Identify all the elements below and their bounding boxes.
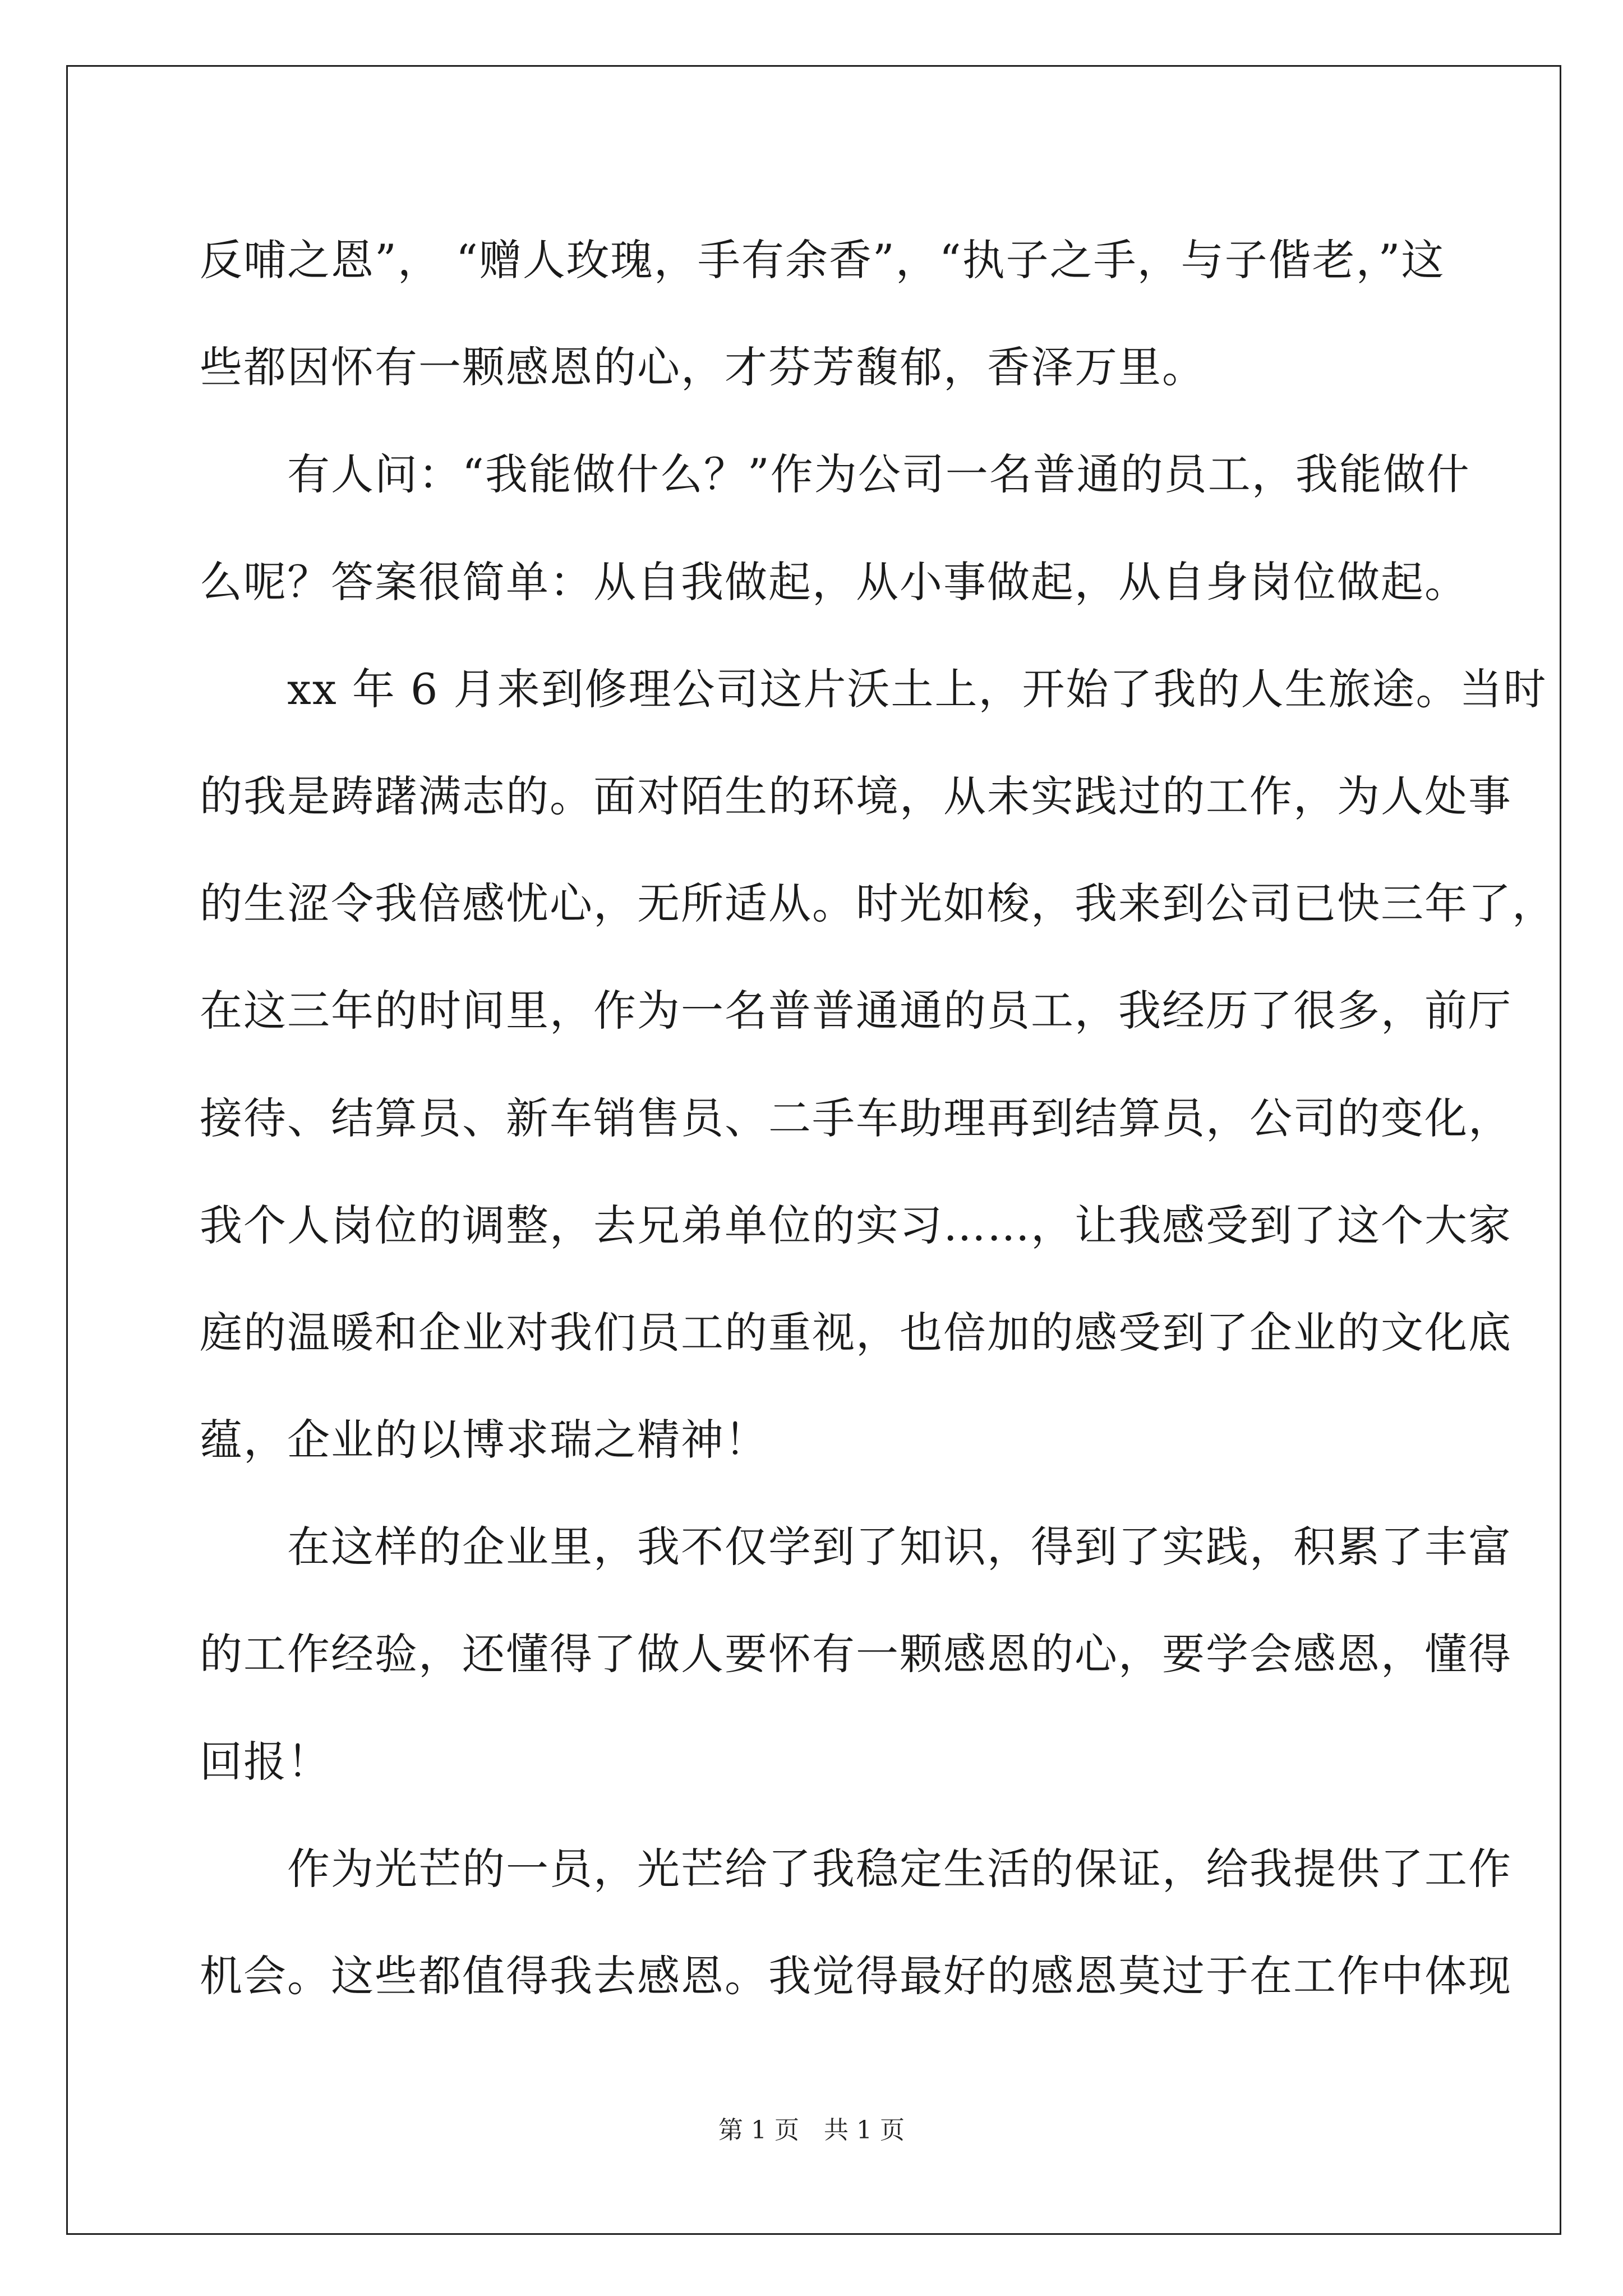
text-line: 的生涩令我倍感忧心，无所适从。时光如梭，我来到公司已快三年了， — [200, 878, 1556, 929]
text-line: xx 年 6 月来到修理公司这片沃土上，开始了我的人生旅途。当时 — [200, 664, 1547, 714]
text-line: 我个人岗位的调整，去兄弟单位的实习……，让我感受到了这个大家 — [200, 1200, 1512, 1250]
text-line: 回报！ — [200, 1736, 331, 1787]
text-line: 些都因怀有一颗感恩的心，才芬芳馥郁，香泽万里。 — [200, 342, 1206, 393]
text-line: 么呢？答案很简单：从自我做起，从小事做起，从自身岗位做起。 — [200, 556, 1468, 607]
text-line: 作为光芒的一员，光芒给了我稳定生活的保证，给我提供了工作 — [200, 1843, 1512, 1894]
text-line: 在这样的企业里，我不仅学到了知识，得到了实践，积累了丰富 — [200, 1522, 1512, 1572]
text-line: 有人问：“我能做什么？”作为公司一名普通的员工，我能做什 — [200, 449, 1470, 500]
page-number-footer: 第 1 页 共 1 页 — [718, 2116, 905, 2145]
text-line: 庭的温暖和企业对我们员工的重视，也倍加的感受到了企业的文化底 — [200, 1307, 1512, 1358]
text-line: 蕴，企业的以博求瑞之精神！ — [200, 1415, 768, 1465]
text-line: 机会。这些都值得我去感恩。我觉得最好的感恩莫过于在工作中体现 — [200, 1951, 1512, 2001]
document-body — [200, 206, 1556, 2030]
text-line: 的我是踌躇满志的。面对陌生的环境，从未实践过的工作，为人处事 — [200, 771, 1512, 821]
text-line: 的工作经验，还懂得了做人要怀有一颗感恩的心，要学会感恩，懂得 — [200, 1629, 1512, 1680]
text-line: 反哺之恩”， “赠人玫瑰，手有余香”，“执子之手，与子偕老，”这 — [200, 235, 1445, 285]
text-line: 在这三年的时间里，作为一名普普通通的员工，我经历了很多，前厅 — [200, 986, 1512, 1036]
text-line: 接待、结算员、新车销售员、二手车助理再到结算员，公司的变化， — [200, 1093, 1512, 1143]
